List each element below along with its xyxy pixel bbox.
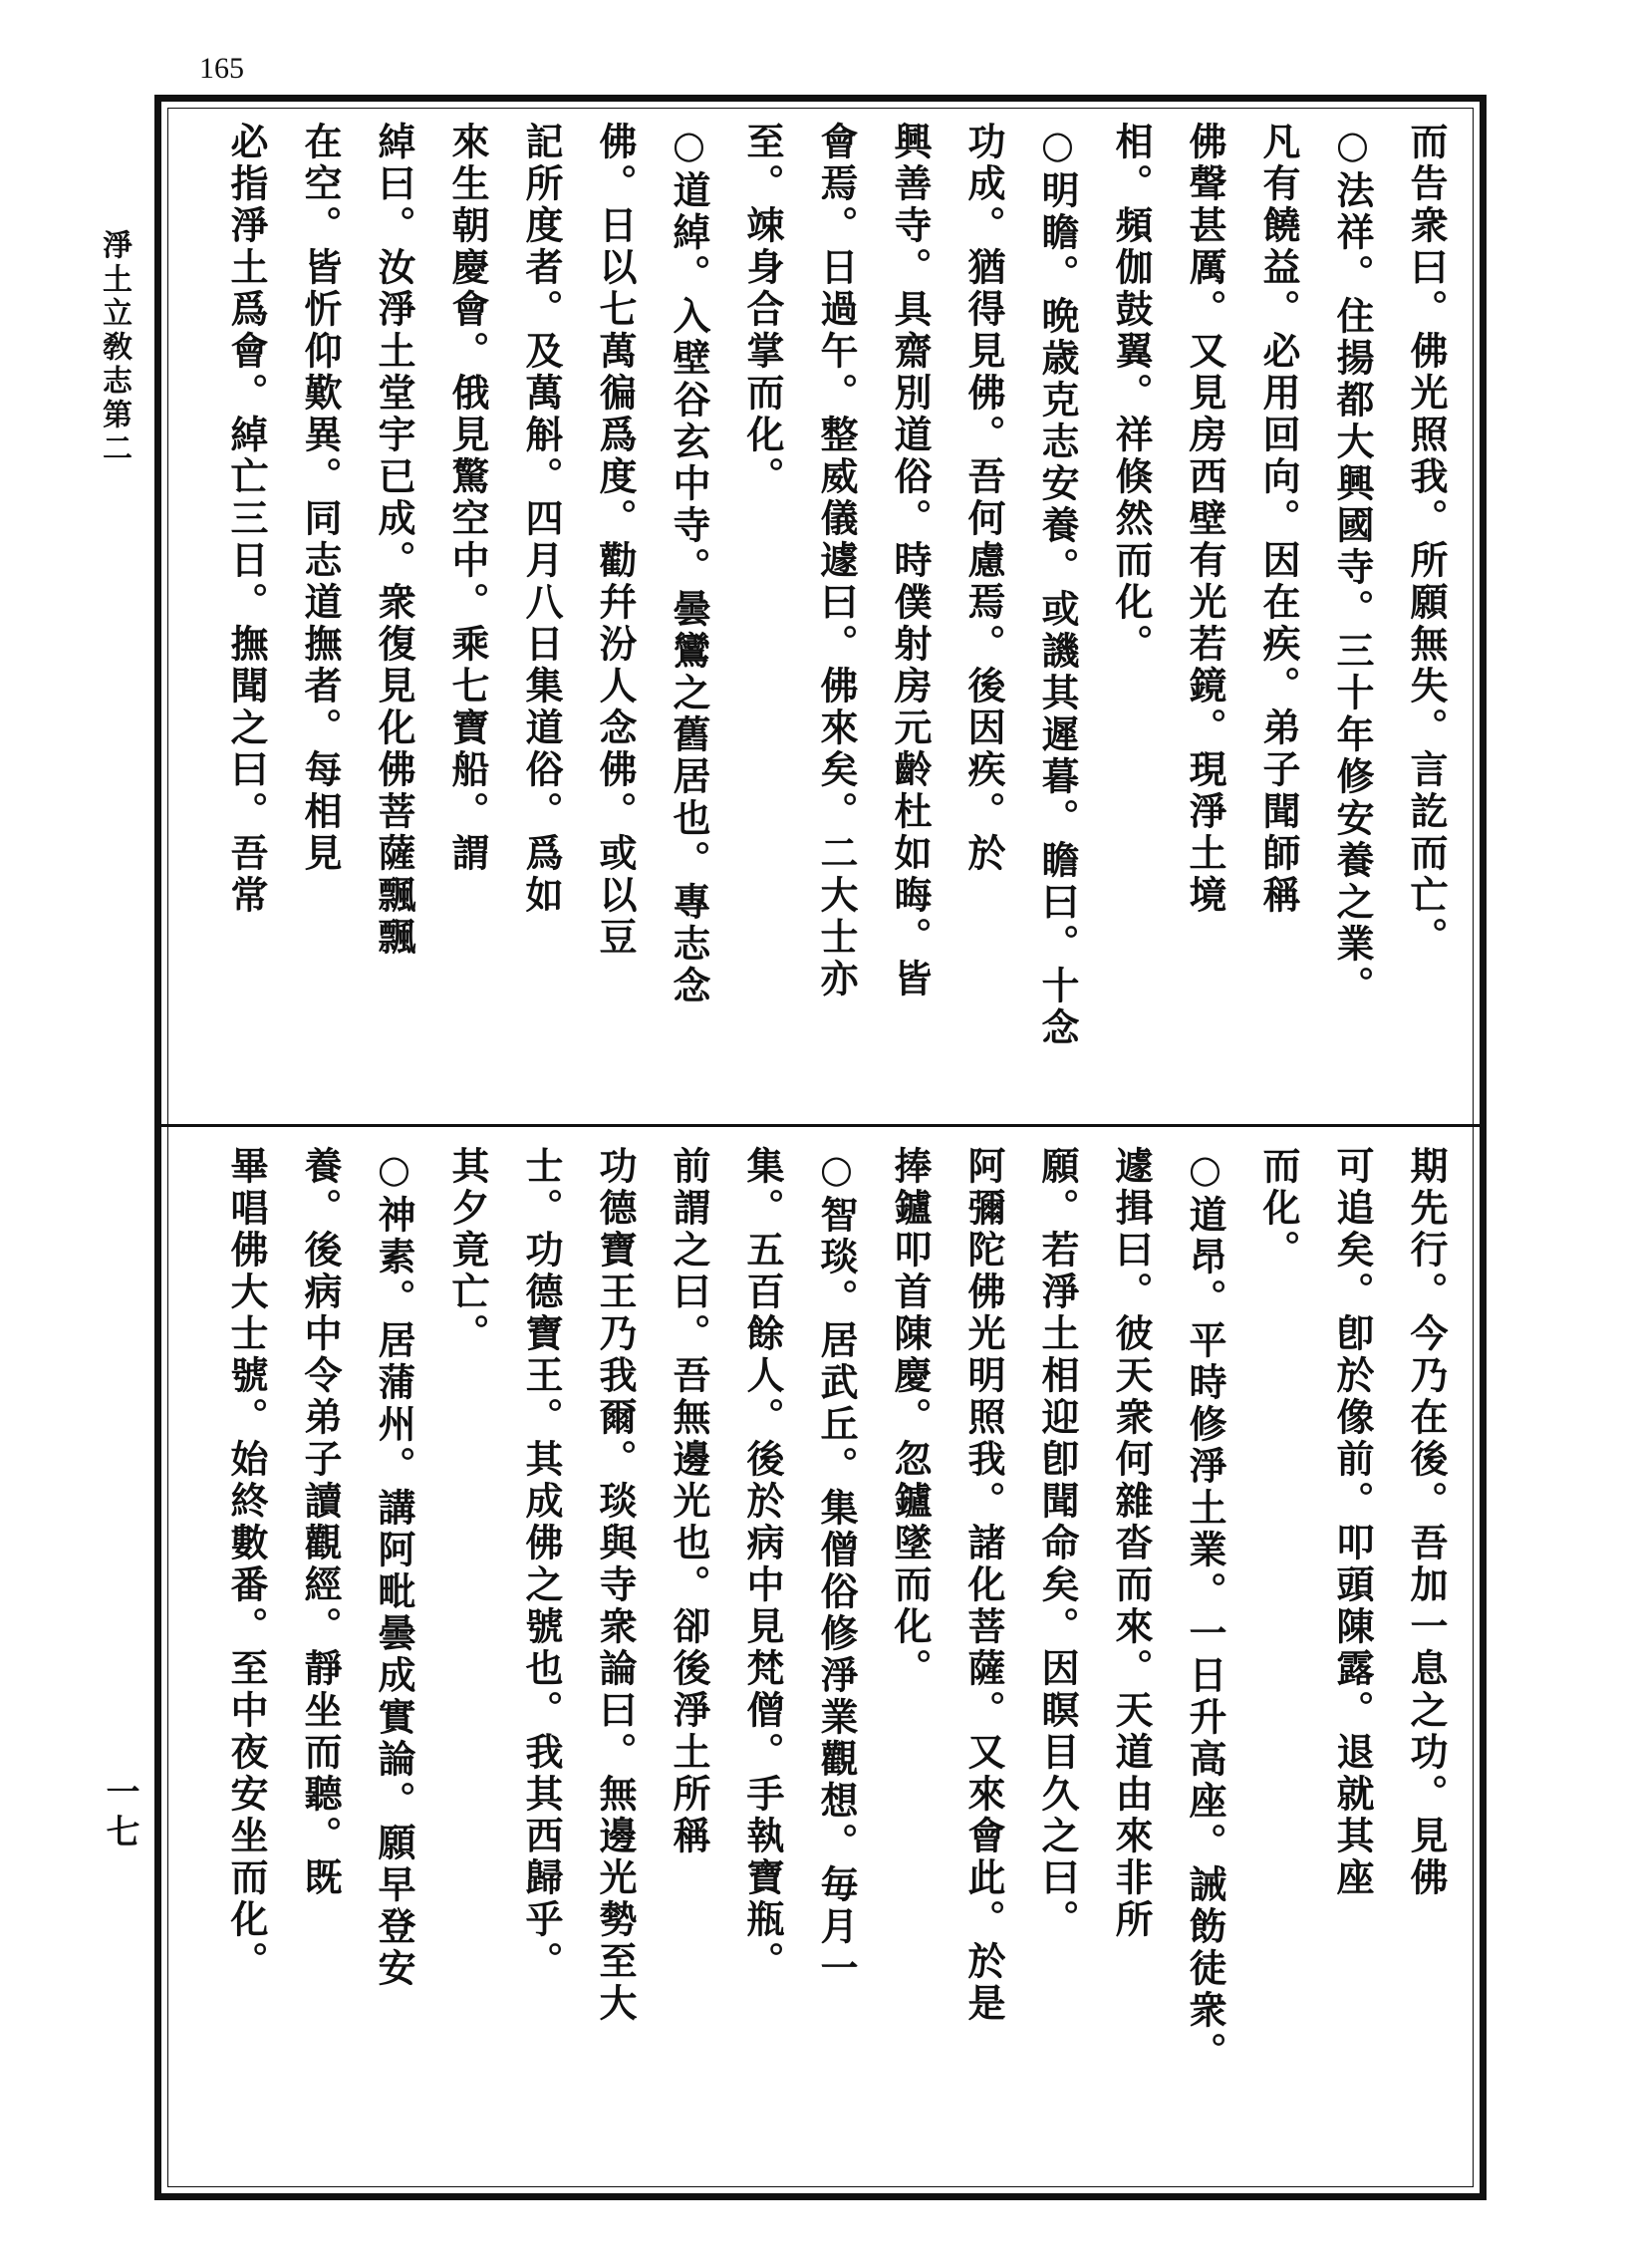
text-column: 佛。日以七萬徧爲度。勸幷汾人念佛。或以豆 [593, 122, 638, 959]
text-column: 功德寶王乃我爾。琰與寺衆論曰。無邊光勢至大 [593, 1146, 638, 2025]
text-column: 其夕竟亡。 [445, 1146, 490, 1355]
text-column: ○神素。居蒲州。講阿毗曇成實論。願早登安 [372, 1146, 416, 1990]
text-column: 佛聲甚厲。又見房西壁有光若鏡。現淨土境 [1183, 122, 1227, 917]
text-column: 在空。皆忻仰歎異。同志道撫者。每相見 [298, 122, 343, 875]
text-column: 而化。 [1256, 1146, 1301, 1272]
text-column: ○道綽。入壁谷玄中寺。曇鸞之舊居也。專志念 [667, 122, 711, 1007]
text-column: 養。後病中令弟子讀觀經。靜坐而聽。既 [298, 1146, 343, 1899]
text-column: 相。頻伽鼓翼。祥倏然而化。 [1109, 122, 1154, 666]
top-register [179, 122, 1463, 1108]
text-column: 可追矣。卽於像前。叩頭陳露。退就其座 [1330, 1146, 1375, 1899]
text-column: ○法祥。住揚都大興國寺。三十年修安養之業。 [1330, 122, 1375, 1007]
text-column: 綽曰。汝淨土堂宇已成。衆復見化佛菩薩飄飄 [372, 122, 416, 959]
text-column: 集。五百餘人。後於病中見梵僧。手執寶瓶。 [740, 1146, 785, 1983]
text-column: 興善寺。具齋別道俗。時僕射房元齡杜如晦。皆 [888, 122, 933, 1000]
folio-number: 一七 [100, 1774, 139, 1853]
text-column: 記所度者。及萬斛。四月八日集道俗。爲如 [519, 122, 564, 917]
text-column: 會焉。日過午。整威儀遽曰。佛來矣。二大士亦 [814, 122, 859, 1000]
text-column: 阿彌陀佛光明照我。諸化菩薩。又來會此。於是 [961, 1146, 1006, 2025]
text-column: 來生朝慶會。俄見驚空中。乘七寶船。謂 [445, 122, 490, 875]
text-column: ○道昂。平時修淨土業。一日升高座。誡飭徒衆。 [1183, 1146, 1227, 2074]
text-column: 至。竦身合掌而化。 [740, 122, 785, 498]
text-column: 遽揖曰。彼天衆何雜沓而來。天道由來非所 [1109, 1146, 1154, 1941]
text-column: 畢唱佛大士號。始終數番。至中夜安坐而化。 [224, 1146, 269, 1983]
bottom-register [179, 1146, 1463, 2182]
text-column: 功成。猶得見佛。吾何慮焉。後因疾。於 [961, 122, 1006, 875]
text-column: 必指淨土爲會。綽亡三日。撫聞之曰。吾常 [224, 122, 269, 917]
text-column: 士。功德寶王。其成佛之號也。我其西歸乎。 [519, 1146, 564, 1983]
text-column: 願。若淨土相迎卽聞命矣。因瞑目久之曰。 [1035, 1146, 1080, 1941]
text-column: 前謂之曰。吾無邊光也。卻後淨土所稱 [667, 1146, 711, 1857]
text-column: ○智琰。居武丘。集僧俗修淨業觀想。毎月一 [814, 1146, 859, 1990]
text-column: 而告衆曰。佛光照我。所願無失。言訖而亡。 [1404, 122, 1449, 959]
text-column: ○明瞻。晩歳克志安養。或譏其遲暮。瞻曰。十念 [1035, 122, 1080, 1049]
register-divider [154, 1124, 1487, 1127]
text-column: 凡有饒益。必用回向。因在疾。弟子聞師稱 [1256, 122, 1301, 917]
text-column: 捧鑪叩首陳慶。忽鑪墜而化。 [888, 1146, 933, 1690]
running-title: 淨土立敎志第二 [97, 229, 132, 466]
page-number: 165 [199, 52, 244, 85]
text-column: 期先行。今乃在後。吾加一息之功。見佛 [1404, 1146, 1449, 1899]
